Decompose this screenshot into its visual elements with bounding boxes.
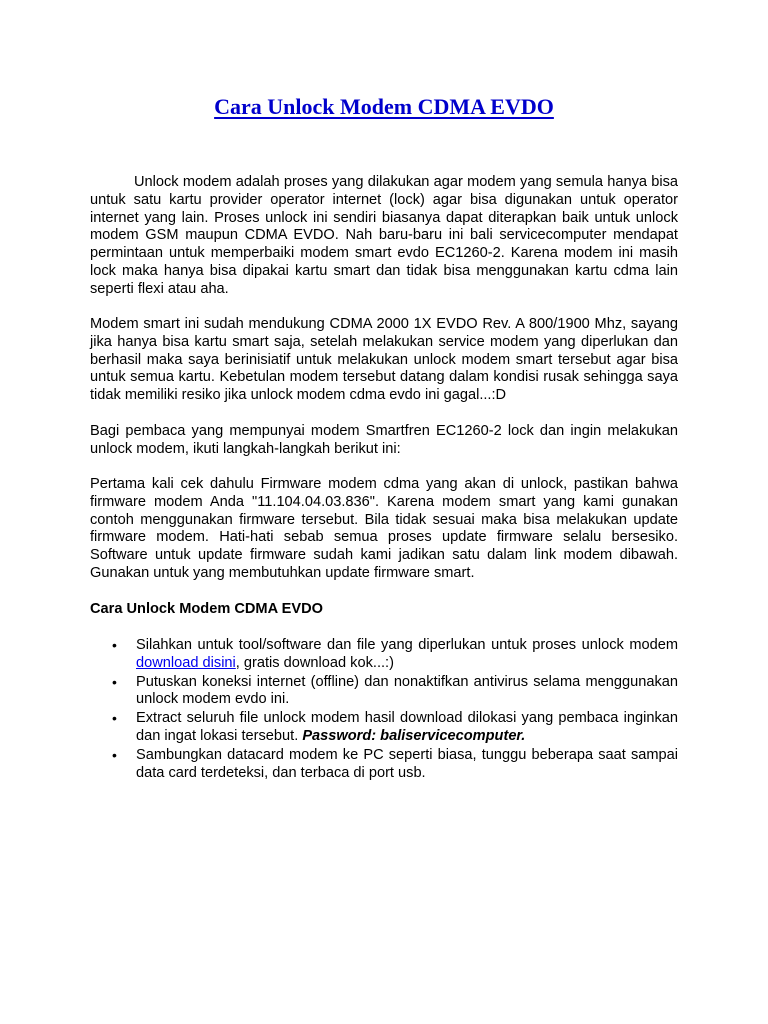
step1-text-before: Silahkan untuk tool/software dan file yang diperlukan untuk proses unlock modem [136,637,678,653]
list-item [90,674,678,710]
document-title: Cara Unlock Modem CDMA EVDO [214,94,554,119]
unlock-steps-list [90,637,678,783]
step1-text-after: , gratis download kok...:) [235,654,394,671]
bullet-icon: • [112,710,117,727]
paragraph-reader-steps-intro: Bagi pembaca yang mempunyai modem Smartfren EC1260-2 lock dan ingin melakukan unlock modem, ikuti langkah-langkah berikut ini: [90,423,678,457]
download-link[interactable]: download disini [136,654,236,671]
step3-text-before: Extract seluruh file unlock modem hasil download dilokasi yang pembaca inginkan dan ingat lokasi tersebut. [136,710,678,744]
section-heading: Cara Unlock Modem CDMA EVDO [90,601,323,617]
paragraph-modem-smart: Modem smart ini sudah mendukung CDMA 2000 1X EVDO Rev. A 800/1900 Mhz, sayang jika hanya bisa kartu smart saja, setelah melakukan service modem yang diperlukan dan berhasil maka saya berinisiatif untuk melakukan unlock modem smart tersebut agar bisa untuk semua kartu. Kebetulan modem tersebut datang dalam kondisi rusak sehingga saya tidak memiliki resiko jika unlock modem cdma evdo ini gagal...:D [90,316,678,404]
step4-text: Sambungkan datacard modem ke PC seperti biasa, tunggu beberapa saat sampai data card terdeteksi, dan terbaca di port usb. [136,746,678,781]
list-item [90,710,678,746]
bullet-icon: • [112,746,117,763]
paragraph-intro: Unlock modem adalah proses yang dilakukan agar modem yang semula hanya bisa untuk satu kartu provider operator internet (lock) agar bisa digunakan untuk operator internet yang lain. Proses unlock ini sendiri biasanya dapat diterapkan baik untuk unlock modem GSM maupun CDMA EVDO. Nah baru-baru ini bali servicecomputer mendapat permintaan untuk memperbaiki modem smart evdo EC1260-2. Karena modem ini masih lock maka hanya bisa dipakai kartu smart dan tidak bisa menggunakan kartu cdma lain seperti flexi atau aha. [90,174,678,297]
step2-text: Putuskan koneksi internet (offline) dan nonaktifkan antivirus selama menggunakan unlock modem evdo ini. [136,673,678,708]
list-item [90,747,678,783]
password-text: Password: baliservicecomputer. [302,727,526,744]
list-item [90,637,678,673]
bullet-icon: • [112,637,117,653]
bullet-icon: • [112,673,117,690]
paragraph-firmware-check: Pertama kali cek dahulu Firmware modem cdma yang akan di unlock, pastikan bahwa firmware modem Anda "11.104.04.03.836". Karena modem smart yang kami gunakan contoh menggunakan firmware tersebut. Bila tidak sesuai maka bisa melakukan update firmware modem. Hati-hati sebab semua proses update firmware selalu bersesiko. Software untuk update firmware sudah kami jadikan satu dalam link modem dibawah. Gunakan untuk yang membutuhkan update firmware smart. [90,476,678,581]
